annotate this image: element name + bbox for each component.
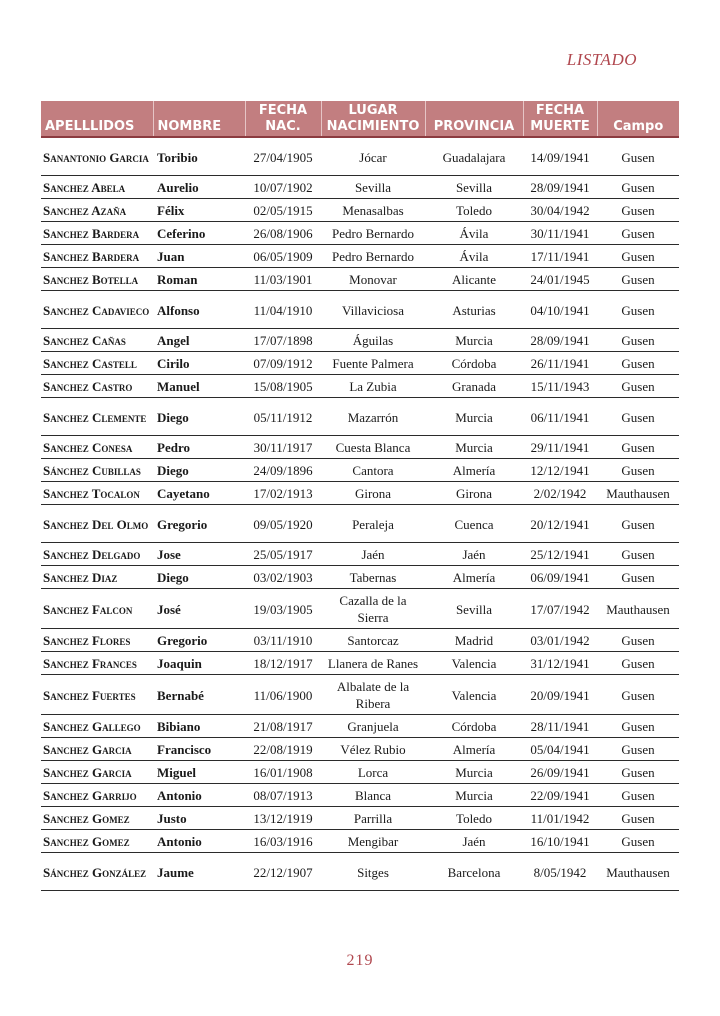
cell-apellidos: Sanchez Falcon	[41, 589, 153, 629]
cell-lugar-nacimiento: Cazalla de la Sierra	[321, 589, 425, 629]
cell-lugar-nacimiento: Pedro Bernardo	[321, 245, 425, 268]
table-row	[41, 853, 679, 891]
table-row	[41, 505, 679, 543]
cell-apellidos: Sanchez Cañas	[41, 329, 153, 352]
cell-campo: Gusen	[597, 738, 679, 761]
cell-campo: Gusen	[597, 505, 679, 543]
cell-provincia: Alicante	[425, 268, 523, 291]
cell-apellidos: Sanchez Azaña	[41, 199, 153, 222]
cell-fecha-muerte: 28/09/1941	[523, 176, 597, 199]
cell-fecha-nac: 25/05/1917	[245, 543, 321, 566]
cell-fecha-nac: 22/12/1907	[245, 853, 321, 891]
header-apellidos: APELLLIDOS	[41, 101, 153, 137]
table-row	[41, 784, 679, 807]
cell-fecha-muerte: 17/07/1942	[523, 589, 597, 629]
cell-provincia: Toledo	[425, 807, 523, 830]
cell-apellidos: Sanchez Castro	[41, 375, 153, 398]
cell-fecha-muerte: 20/09/1941	[523, 675, 597, 715]
cell-fecha-muerte: 16/10/1941	[523, 830, 597, 853]
cell-fecha-muerte: 28/09/1941	[523, 329, 597, 352]
cell-nombre: Gregorio	[153, 505, 245, 543]
cell-fecha-muerte: 20/12/1941	[523, 505, 597, 543]
cell-provincia: Ávila	[425, 222, 523, 245]
cell-apellidos: Sánchez González	[41, 853, 153, 891]
cell-apellidos: Sanchez Gomez	[41, 807, 153, 830]
table-row	[41, 199, 679, 222]
table-row	[41, 222, 679, 245]
cell-fecha-muerte: 03/01/1942	[523, 629, 597, 652]
cell-nombre: Jose	[153, 543, 245, 566]
table-row	[41, 761, 679, 784]
cell-provincia: Sevilla	[425, 589, 523, 629]
cell-fecha-nac: 26/08/1906	[245, 222, 321, 245]
cell-apellidos: Sanchez Diaz	[41, 566, 153, 589]
cell-fecha-nac: 19/03/1905	[245, 589, 321, 629]
cell-provincia: Murcia	[425, 436, 523, 459]
cell-nombre: Diego	[153, 398, 245, 436]
cell-fecha-nac: 08/07/1913	[245, 784, 321, 807]
table-row	[41, 398, 679, 436]
table-row	[41, 715, 679, 738]
cell-apellidos: Sanchez Garrijo	[41, 784, 153, 807]
cell-provincia: Toledo	[425, 199, 523, 222]
cell-nombre: Jaume	[153, 853, 245, 891]
header-campo: Campo	[597, 101, 679, 137]
table-row	[41, 629, 679, 652]
cell-fecha-muerte: 29/11/1941	[523, 436, 597, 459]
cell-apellidos: Sanchez Cadavieco	[41, 291, 153, 329]
cell-provincia: Murcia	[425, 398, 523, 436]
table-row	[41, 436, 679, 459]
cell-lugar-nacimiento: Monovar	[321, 268, 425, 291]
table-row	[41, 291, 679, 329]
table-row	[41, 566, 679, 589]
table-row	[41, 738, 679, 761]
cell-fecha-muerte: 22/09/1941	[523, 784, 597, 807]
cell-fecha-nac: 16/01/1908	[245, 761, 321, 784]
cell-nombre: Félix	[153, 199, 245, 222]
table-row	[41, 830, 679, 853]
cell-fecha-muerte: 06/09/1941	[523, 566, 597, 589]
cell-fecha-nac: 13/12/1919	[245, 807, 321, 830]
cell-lugar-nacimiento: Sevilla	[321, 176, 425, 199]
cell-fecha-nac: 17/07/1898	[245, 329, 321, 352]
cell-nombre: Francisco	[153, 738, 245, 761]
cell-provincia: Barcelona	[425, 853, 523, 891]
cell-fecha-nac: 02/05/1915	[245, 199, 321, 222]
cell-apellidos: Sanchez Garcia	[41, 738, 153, 761]
table-row	[41, 352, 679, 375]
cell-provincia: Valencia	[425, 652, 523, 675]
cell-apellidos: Sanchez Castell	[41, 352, 153, 375]
table-row	[41, 675, 679, 715]
cell-provincia: Jaén	[425, 543, 523, 566]
cell-campo: Gusen	[597, 436, 679, 459]
cell-provincia: Guadalajara	[425, 137, 523, 176]
cell-apellidos: Sanchez Del Olmo	[41, 505, 153, 543]
cell-campo: Gusen	[597, 199, 679, 222]
cell-campo: Gusen	[597, 375, 679, 398]
cell-lugar-nacimiento: Cuesta Blanca	[321, 436, 425, 459]
cell-fecha-nac: 22/08/1919	[245, 738, 321, 761]
cell-campo: Gusen	[597, 652, 679, 675]
cell-apellidos: Sanchez Tocalon	[41, 482, 153, 505]
cell-fecha-nac: 17/02/1913	[245, 482, 321, 505]
cell-lugar-nacimiento: Cantora	[321, 459, 425, 482]
cell-campo: Gusen	[597, 807, 679, 830]
cell-provincia: Almería	[425, 459, 523, 482]
cell-lugar-nacimiento: Fuente Palmera	[321, 352, 425, 375]
cell-provincia: Almería	[425, 566, 523, 589]
cell-fecha-muerte: 24/01/1945	[523, 268, 597, 291]
cell-campo: Gusen	[597, 329, 679, 352]
cell-nombre: Antonio	[153, 830, 245, 853]
cell-fecha-nac: 03/11/1910	[245, 629, 321, 652]
cell-lugar-nacimiento: Albalate de la Ribera	[321, 675, 425, 715]
cell-fecha-nac: 11/03/1901	[245, 268, 321, 291]
cell-nombre: Joaquin	[153, 652, 245, 675]
table-row	[41, 329, 679, 352]
cell-nombre: Cirilo	[153, 352, 245, 375]
cell-campo: Gusen	[597, 459, 679, 482]
cell-fecha-muerte: 8/05/1942	[523, 853, 597, 891]
cell-campo: Gusen	[597, 784, 679, 807]
cell-provincia: Jaén	[425, 830, 523, 853]
cell-fecha-nac: 06/05/1909	[245, 245, 321, 268]
cell-apellidos: Sanchez Botella	[41, 268, 153, 291]
cell-nombre: Diego	[153, 566, 245, 589]
cell-nombre: Pedro	[153, 436, 245, 459]
cell-fecha-nac: 11/06/1900	[245, 675, 321, 715]
cell-campo: Gusen	[597, 566, 679, 589]
cell-fecha-nac: 16/03/1916	[245, 830, 321, 853]
cell-fecha-muerte: 25/12/1941	[523, 543, 597, 566]
cell-lugar-nacimiento: Mengibar	[321, 830, 425, 853]
cell-fecha-nac: 07/09/1912	[245, 352, 321, 375]
deportees-table	[41, 101, 679, 891]
cell-provincia: Cuenca	[425, 505, 523, 543]
cell-provincia: Girona	[425, 482, 523, 505]
cell-provincia: Granada	[425, 375, 523, 398]
cell-fecha-nac: 15/08/1905	[245, 375, 321, 398]
cell-fecha-muerte: 26/09/1941	[523, 761, 597, 784]
cell-fecha-muerte: 31/12/1941	[523, 652, 597, 675]
cell-fecha-nac: 21/08/1917	[245, 715, 321, 738]
cell-fecha-muerte: 05/04/1941	[523, 738, 597, 761]
cell-fecha-muerte: 11/01/1942	[523, 807, 597, 830]
cell-apellidos: Sanchez Gallego	[41, 715, 153, 738]
cell-provincia: Murcia	[425, 761, 523, 784]
cell-campo: Gusen	[597, 761, 679, 784]
cell-lugar-nacimiento: Jaén	[321, 543, 425, 566]
table-header-row	[41, 101, 679, 137]
cell-lugar-nacimiento: Parrilla	[321, 807, 425, 830]
cell-lugar-nacimiento: Sitges	[321, 853, 425, 891]
cell-lugar-nacimiento: Menasalbas	[321, 199, 425, 222]
cell-nombre: Antonio	[153, 784, 245, 807]
cell-fecha-nac: 11/04/1910	[245, 291, 321, 329]
header-provincia: PROVINCIA	[425, 101, 523, 137]
cell-campo: Gusen	[597, 675, 679, 715]
cell-apellidos: Sanchez Fuertes	[41, 675, 153, 715]
cell-nombre: Roman	[153, 268, 245, 291]
cell-campo: Gusen	[597, 137, 679, 176]
cell-apellidos: Sanchez Conesa	[41, 436, 153, 459]
cell-campo: Mauthausen	[597, 853, 679, 891]
cell-campo: Mauthausen	[597, 589, 679, 629]
cell-fecha-muerte: 17/11/1941	[523, 245, 597, 268]
cell-fecha-muerte: 28/11/1941	[523, 715, 597, 738]
cell-nombre: Diego	[153, 459, 245, 482]
cell-lugar-nacimiento: Lorca	[321, 761, 425, 784]
cell-lugar-nacimiento: Girona	[321, 482, 425, 505]
page-number: 219	[346, 952, 374, 969]
cell-fecha-nac: 18/12/1917	[245, 652, 321, 675]
cell-provincia: Almería	[425, 738, 523, 761]
cell-lugar-nacimiento: Mazarrón	[321, 398, 425, 436]
cell-campo: Gusen	[597, 291, 679, 329]
cell-lugar-nacimiento: Santorcaz	[321, 629, 425, 652]
cell-fecha-muerte: 2/02/1942	[523, 482, 597, 505]
cell-provincia: Ávila	[425, 245, 523, 268]
table-row	[41, 375, 679, 398]
table-row	[41, 459, 679, 482]
header-nombre: NOMBRE	[153, 101, 245, 137]
cell-apellidos: Sanchez Flores	[41, 629, 153, 652]
header-fecha-muerte: FECHA MUERTE	[523, 101, 597, 137]
cell-lugar-nacimiento: Pedro Bernardo	[321, 222, 425, 245]
cell-apellidos: Sanchez Delgado	[41, 543, 153, 566]
cell-campo: Gusen	[597, 176, 679, 199]
cell-fecha-muerte: 15/11/1943	[523, 375, 597, 398]
cell-provincia: Asturias	[425, 291, 523, 329]
cell-fecha-muerte: 26/11/1941	[523, 352, 597, 375]
cell-lugar-nacimiento: Granjuela	[321, 715, 425, 738]
cell-nombre: Angel	[153, 329, 245, 352]
cell-fecha-nac: 09/05/1920	[245, 505, 321, 543]
cell-apellidos: Sánchez Cubillas	[41, 459, 153, 482]
table-row	[41, 245, 679, 268]
cell-fecha-nac: 24/09/1896	[245, 459, 321, 482]
cell-fecha-muerte: 30/04/1942	[523, 199, 597, 222]
header-lugar-nacimiento: LUGAR NACIMIENTO	[321, 101, 425, 137]
cell-provincia: Córdoba	[425, 352, 523, 375]
cell-lugar-nacimiento: La Zubia	[321, 375, 425, 398]
cell-campo: Gusen	[597, 245, 679, 268]
cell-lugar-nacimiento: Jócar	[321, 137, 425, 176]
header-fecha-nac: FECHA NAC.	[245, 101, 321, 137]
cell-apellidos: Sanchez Clemente	[41, 398, 153, 436]
cell-nombre: Aurelio	[153, 176, 245, 199]
cell-fecha-muerte: 12/12/1941	[523, 459, 597, 482]
cell-campo: Gusen	[597, 398, 679, 436]
cell-fecha-nac: 30/11/1917	[245, 436, 321, 459]
cell-campo: Gusen	[597, 222, 679, 245]
cell-lugar-nacimiento: Vélez Rubio	[321, 738, 425, 761]
table-row	[41, 543, 679, 566]
cell-apellidos: Sanchez Bardera	[41, 222, 153, 245]
cell-nombre: Cayetano	[153, 482, 245, 505]
table-row	[41, 482, 679, 505]
cell-fecha-nac: 27/04/1905	[245, 137, 321, 176]
cell-lugar-nacimiento: Blanca	[321, 784, 425, 807]
cell-nombre: Bernabé	[153, 675, 245, 715]
cell-apellidos: Sanchez Bardera	[41, 245, 153, 268]
cell-nombre: Toribio	[153, 137, 245, 176]
cell-campo: Gusen	[597, 715, 679, 738]
cell-lugar-nacimiento: Peraleja	[321, 505, 425, 543]
cell-fecha-nac: 03/02/1903	[245, 566, 321, 589]
cell-fecha-muerte: 06/11/1941	[523, 398, 597, 436]
cell-lugar-nacimiento: Llanera de Ranes	[321, 652, 425, 675]
cell-nombre: Manuel	[153, 375, 245, 398]
cell-apellidos: Sanchez Frances	[41, 652, 153, 675]
table-row	[41, 652, 679, 675]
cell-provincia: Valencia	[425, 675, 523, 715]
cell-nombre: Bibiano	[153, 715, 245, 738]
table-row	[41, 176, 679, 199]
table-row	[41, 589, 679, 629]
cell-campo: Gusen	[597, 352, 679, 375]
cell-apellidos: Sanchez Gomez	[41, 830, 153, 853]
running-head: LISTADO	[566, 50, 637, 69]
table-row	[41, 268, 679, 291]
cell-nombre: Gregorio	[153, 629, 245, 652]
cell-nombre: Juan	[153, 245, 245, 268]
cell-nombre: Ceferino	[153, 222, 245, 245]
cell-apellidos: Sanchez Garcia	[41, 761, 153, 784]
cell-lugar-nacimiento: Águilas	[321, 329, 425, 352]
cell-provincia: Murcia	[425, 784, 523, 807]
table-row	[41, 807, 679, 830]
cell-nombre: José	[153, 589, 245, 629]
cell-nombre: Miguel	[153, 761, 245, 784]
table-body	[41, 137, 679, 891]
cell-campo: Mauthausen	[597, 482, 679, 505]
cell-lugar-nacimiento: Villaviciosa	[321, 291, 425, 329]
cell-nombre: Alfonso	[153, 291, 245, 329]
cell-fecha-nac: 05/11/1912	[245, 398, 321, 436]
cell-campo: Gusen	[597, 543, 679, 566]
cell-provincia: Sevilla	[425, 176, 523, 199]
cell-fecha-muerte: 04/10/1941	[523, 291, 597, 329]
cell-campo: Gusen	[597, 268, 679, 291]
cell-fecha-muerte: 14/09/1941	[523, 137, 597, 176]
cell-fecha-muerte: 30/11/1941	[523, 222, 597, 245]
cell-campo: Gusen	[597, 629, 679, 652]
cell-campo: Gusen	[597, 830, 679, 853]
cell-fecha-nac: 10/07/1902	[245, 176, 321, 199]
cell-apellidos: Sanantonio Garcia	[41, 137, 153, 176]
cell-provincia: Córdoba	[425, 715, 523, 738]
cell-provincia: Madrid	[425, 629, 523, 652]
cell-apellidos: Sanchez Abela	[41, 176, 153, 199]
cell-lugar-nacimiento: Tabernas	[321, 566, 425, 589]
cell-nombre: Justo	[153, 807, 245, 830]
table-row	[41, 137, 679, 176]
cell-provincia: Murcia	[425, 329, 523, 352]
